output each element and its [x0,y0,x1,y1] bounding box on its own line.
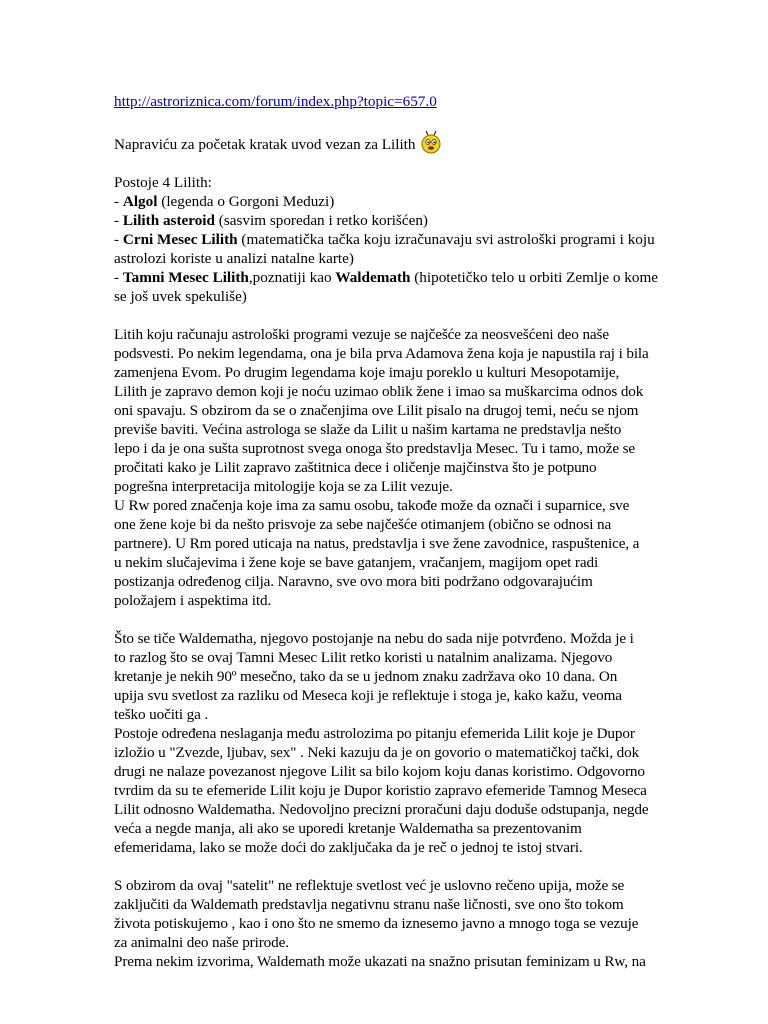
source-link[interactable]: http://astroriznica.com/forum/index.php?topic=657.0 [114,93,437,110]
list-bullet: - [114,231,123,248]
text-line: zamenjena Evom. Po drugim legendama koje imaju poreklo u kulturi Mesopotamije, [114,364,620,381]
list-item-continuation: astrolozi koriste u analizi natalne karte) [114,250,354,267]
paragraph-satellite [114,876,662,971]
text-line: previše baviti. Većina astrologa se slaže da Lilit u našim kartama ne predstavlja nešto [114,421,622,438]
text-line: partnere). U Rm pored uticaja na natus, predstavlja i sve žene zavodnice, raspuštenice, a [114,535,640,552]
list-bullet: - [114,212,123,229]
paragraph-lilith-meaning [114,325,662,610]
smiley-face-icon [420,130,442,154]
list-item-desc: (legenda o Gorgoni Meduzi) [157,193,335,210]
text-line: lepo i da je ona sušta suprotnost svega onoga što predstavlja Mesec. Tu i tamo, može se [114,440,636,457]
text-line: zaključiti da Waldemath predstavlja negativnu stranu naše ličnosti, sve ono što tokom [114,896,624,913]
spacer [114,111,662,130]
list-item [114,268,662,287]
list-item-desc: (hipotetičko telo u orbiti Zemlje o kome [410,269,659,286]
spacer [114,857,662,876]
text-line: Postoje određena neslaganja među astrolozima po pitanju efemerida Lilit koje je Dupor [114,725,635,742]
text-line: Što se tiče Waldematha, njegovo postojanje na nebu do sada nije potvrđeno. Možda je i [114,630,634,647]
text-line: života potiskujemo , kao i ono što ne smemo da iznesemo javno a mnogo toga se vezuje [114,915,639,932]
list-heading: Postoje 4 Lilith: [114,174,212,191]
text-line: efemeridama, lako se može doći do zaključaka da je reč o jednoj te istoj stvari. [114,839,583,856]
text-line: pročitati kako je Lilit zapravo zaštitnica dece i oličenje majčinstva što je potpuno [114,459,597,476]
text-line: oni spavaju. S obzirom da se o značenjima ove Lilit pisalo na drugoj temi, neću se njom [114,402,639,419]
text-line: Lilit odnosno Waldematha. Nedovoljno precizni proračuni daju doduše odstupanja, negde [114,801,649,818]
spacer [114,610,662,629]
text-line: to razlog što se ovaj Tamni Mesec Lilit retko koristi u natalnim analizama. Njegovo [114,649,613,666]
text-line: upija svu svetlost za razliku od Meseca koji je reflektuje i stoga je, kako kažu, veoma [114,687,622,704]
text-line: kretanje je nekih 90º mesečno, tako da se u jednom znaku zadržava oko 10 dana. On [114,668,618,685]
text-line: u nekim slučajevima i žene koje se bave gatanjem, vračanjem, magijom opet radi [114,554,599,571]
intro-text: Napraviću za početak kratak uvod vezan za Lilith [114,136,416,153]
lilith-list [114,173,662,306]
list-item [114,230,662,249]
document-body [114,92,662,971]
text-line: postizanja određenog cilja. Naravno, sve ovo mora biti podržano odgovarajućim [114,573,593,590]
list-item-desc: (sasvim sporedan i retko korišćen) [214,212,428,229]
list-item-name: Tamni Mesec Lilith [122,269,249,286]
text-line: U Rw pored značenja koje ima za samu osobu, takođe može da označi i suparnice, sve [114,497,630,514]
text-line: pogrešna interpretacija mitologije koja se za Lilit vezuje. [114,478,453,495]
text-line: položajem i aspektima itd. [114,592,272,609]
list-bullet: - [114,269,123,286]
list-item-name: Algol [122,193,158,210]
list-item-name-2: Waldemath [335,269,411,286]
list-item [114,192,662,211]
text-line: podsvesti. Po nekim legendama, ona je bila prva Adamova žena koja je napustila raj i bila [114,345,649,362]
paragraph-waldemath [114,629,662,857]
spacer [114,154,662,173]
list-bullet: - [114,193,123,210]
text-line: one žene koje bi da nešto prisvoje za sebe najčešće otimanjem (obično se odnosi na [114,516,612,533]
intro-paragraph [114,130,662,154]
text-line: za animalni deo naše prirode. [114,934,289,951]
text-line: tvrdim da su te efemeride Lilit koju je Dupor koristio zapravo efemeride Tamnog Meseca [114,782,647,799]
text-line: Litih koju računaju astrološki programi vezuje se najčešće za neosvešćeni deo naše [114,326,609,343]
list-item-name: Lilith asteroid [122,212,215,229]
list-item [114,211,662,230]
text-line: teško uočiti ga . [114,706,209,723]
text-line: Prema nekim izvorima, Waldemath može ukazati na snažno prisutan feminizam u Rw, na [114,953,646,970]
text-line: S obzirom da ovaj "satelit" ne reflektuje svetlost već je uslovno rečeno upija, može se [114,877,625,894]
list-item-mid: ,poznatiji kao [248,269,336,286]
spacer [114,306,662,325]
text-line: veća a negde manja, ali ako se uporedi kretanje Waldematha sa prezentovanim [114,820,582,837]
list-item-name: Crni Mesec Lilith [122,231,238,248]
list-item-continuation: se još uvek spekuliše) [114,288,247,305]
text-line: izložio u "Zvezde, ljubav, sex" . Neki kazuju da je on govorio o matematičkoj tački, dok [114,744,640,761]
source-link-paragraph [114,92,662,111]
text-line: Lilith je zapravo demon koji je noću uzimao oblik žene i imao sa muškarcima odnos dok [114,383,644,400]
text-line: drugi ne nalaze povezanost njegove Lilit sa bilo kojom koju danas koristimo. Odgovorno [114,763,645,780]
list-item-desc: (matematička tačka koju izračunavaju svi astrološki programi i koju [237,231,655,248]
